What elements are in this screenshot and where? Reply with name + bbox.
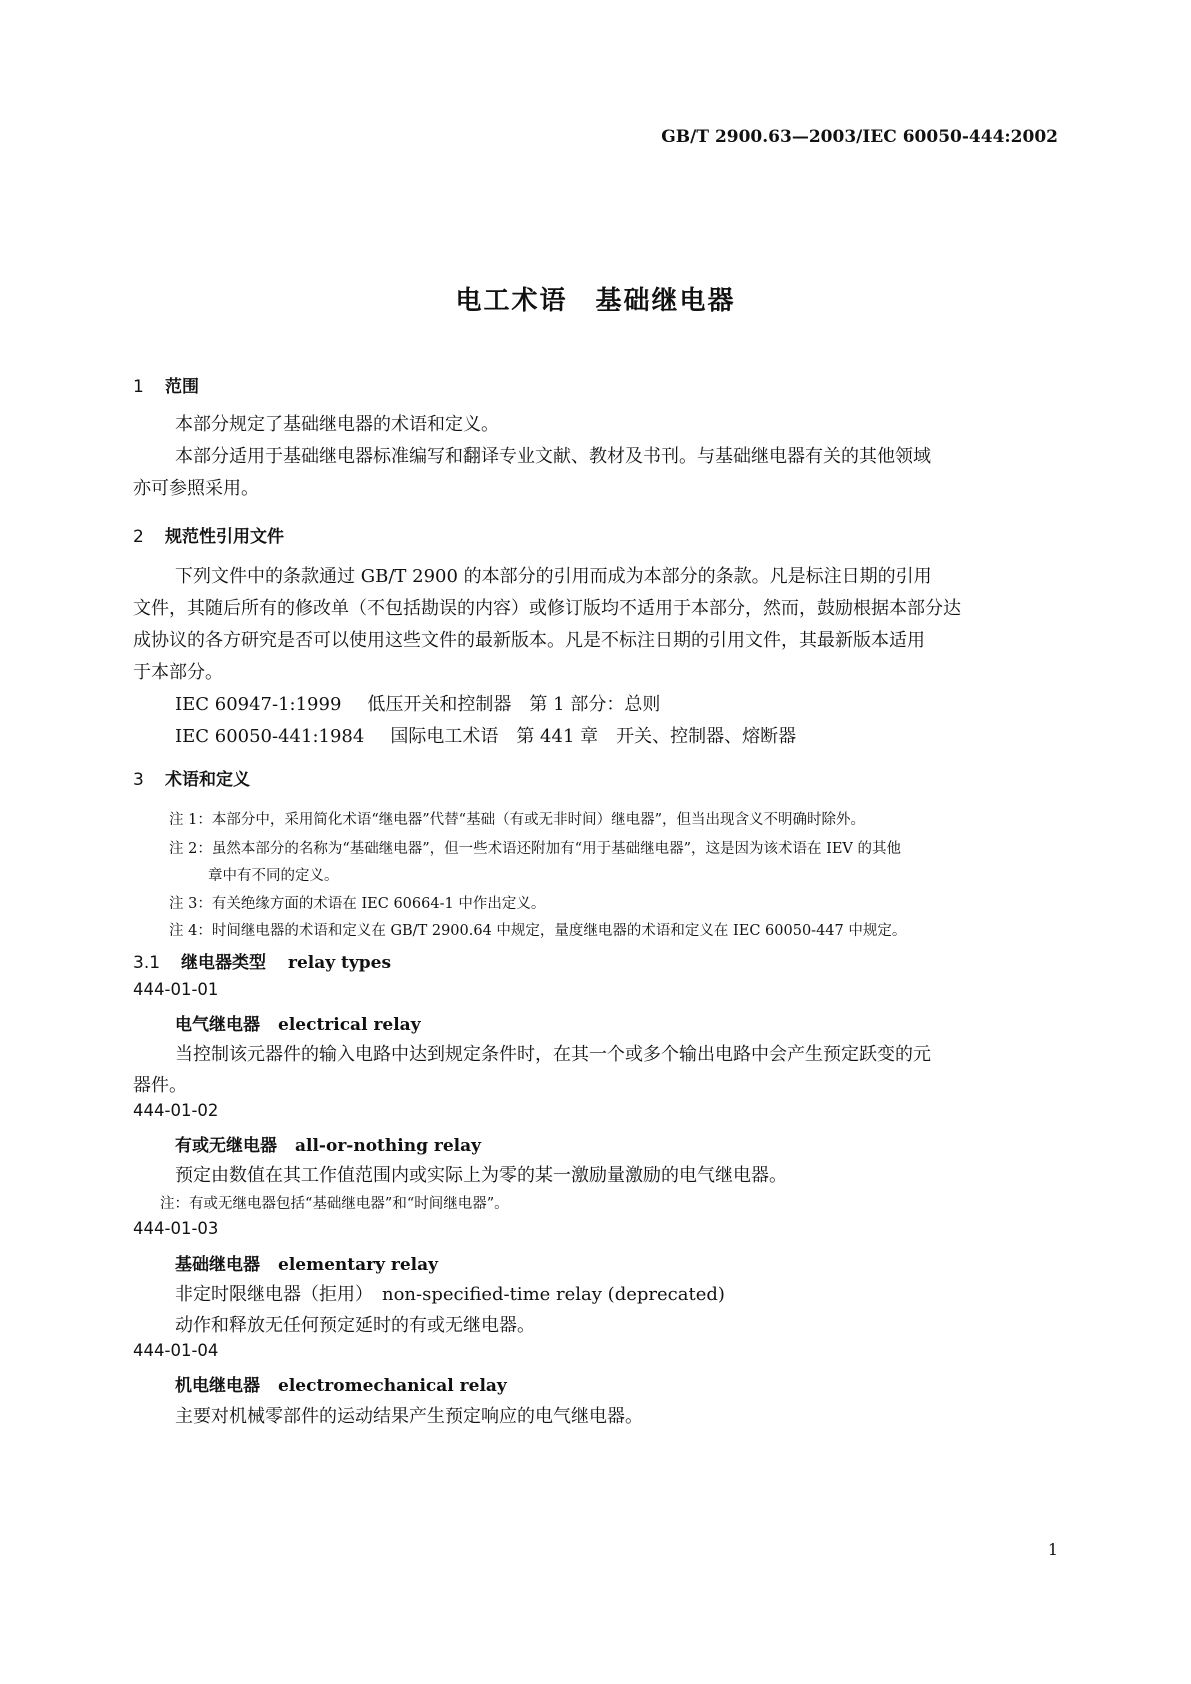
reference-item (175, 721, 796, 753)
term-heading (175, 1131, 481, 1156)
document-title: 电工术语 基础继电器 (455, 286, 736, 316)
term-definition: 预定由数值在其工作值范围内或实际上为零的某一激励量激励的电气继电器。 (175, 1165, 787, 1186)
standard-code: GB/T 2900.63—2003/IEC 60050-444:2002 (661, 127, 1058, 147)
term-definition: 器件。 (133, 1075, 187, 1096)
note: 注 4：时间继电器的术语和定义在 GB/T 2900.64 中规定，量度继电器的术语和定义在 IEC 60050-447 中规定。 (169, 923, 907, 939)
term-en: all-or-nothing relay (295, 1136, 481, 1156)
section-number: 3 (133, 770, 144, 790)
term-code: 444-01-02 (133, 1101, 219, 1120)
reference-item (175, 689, 660, 721)
subsection-number: 3.1 (133, 953, 161, 973)
term-cn: 电气继电器 (175, 1015, 260, 1035)
term-synonym: 非定时限继电器（拒用） non-specified-time relay (deprecated) (175, 1284, 725, 1305)
section-2-heading (133, 522, 284, 547)
term-code: 444-01-03 (133, 1219, 219, 1238)
term-code: 444-01-01 (133, 980, 219, 999)
term-definition: 主要对机械零部件的运动结果产生预定响应的电气继电器。 (175, 1406, 643, 1427)
subsection-title-cn: 继电器类型 (181, 953, 266, 973)
reference-title: 低压开关和控制器 第 1 部分：总则 (367, 694, 661, 715)
term-cn: 基础继电器 (175, 1255, 260, 1275)
paragraph: 亦可参照采用。 (133, 478, 259, 499)
paragraph: 于本部分。 (133, 662, 223, 683)
note: 注 2：虽然本部分的名称为“基础继电器”，但一些术语还附加有“用于基础继电器”，这是因为该术语在 IEV 的其他 (169, 841, 901, 857)
section-3-heading (133, 765, 250, 790)
reference-code: IEC 60947-1:1999 (175, 694, 342, 715)
term-heading (175, 1010, 421, 1035)
subsection-title-en: relay types (288, 953, 392, 973)
section-title: 术语和定义 (165, 770, 250, 790)
term-heading (175, 1371, 507, 1396)
section-1-heading (133, 372, 199, 397)
reference-title: 国际电工术语 第 441 章 开关、控制器、熔断器 (390, 726, 797, 747)
section-number: 1 (133, 377, 144, 397)
term-cn: 机电继电器 (175, 1376, 260, 1396)
term-en: electrical relay (278, 1015, 421, 1035)
paragraph: 成协议的各方研究是否可以使用这些文件的最新版本。凡是不标注日期的引用文件，其最新版本适用 (133, 630, 925, 651)
term-definition: 当控制该元器件的输入电路中达到规定条件时，在其一个或多个输出电路中会产生预定跃变的元 (175, 1044, 931, 1065)
section-title: 范围 (165, 377, 199, 397)
paragraph: 本部分适用于基础继电器标准编写和翻译专业文献、教材及书刊。与基础继电器有关的其他领域 (175, 446, 931, 467)
section-title: 规范性引用文件 (165, 527, 284, 547)
term-note: 注：有或无继电器包括“基础继电器”和“时间继电器”。 (160, 1196, 509, 1212)
term-code: 444-01-04 (133, 1341, 219, 1360)
note: 注 3：有关绝缘方面的术语在 IEC 60664-1 中作出定义。 (169, 896, 546, 912)
term-en: elementary relay (278, 1255, 438, 1275)
reference-code: IEC 60050-441:1984 (175, 726, 365, 747)
paragraph: 本部分规定了基础继电器的术语和定义。 (175, 414, 499, 435)
note: 注 1：本部分中，采用简化术语“继电器”代替“基础（有或无非时间）继电器”，但当出现含义不明确时除外。 (169, 812, 865, 828)
term-heading (175, 1250, 438, 1275)
paragraph: 下列文件中的条款通过 GB/T 2900 的本部分的引用而成为本部分的条款。凡是标注日期的引用 (175, 566, 932, 587)
note: 章中有不同的定义。 (208, 868, 339, 884)
paragraph: 文件，其随后所有的修改单（不包括勘误的内容）或修订版均不适用于本部分，然而，鼓励根据本部分达 (133, 598, 961, 619)
term-cn: 有或无继电器 (175, 1136, 277, 1156)
section-number: 2 (133, 527, 144, 547)
term-en: electromechanical relay (278, 1376, 507, 1396)
page-number: 1 (1047, 1540, 1058, 1559)
subsection-heading (133, 948, 391, 973)
term-definition: 动作和释放无任何预定延时的有或无继电器。 (175, 1315, 535, 1336)
